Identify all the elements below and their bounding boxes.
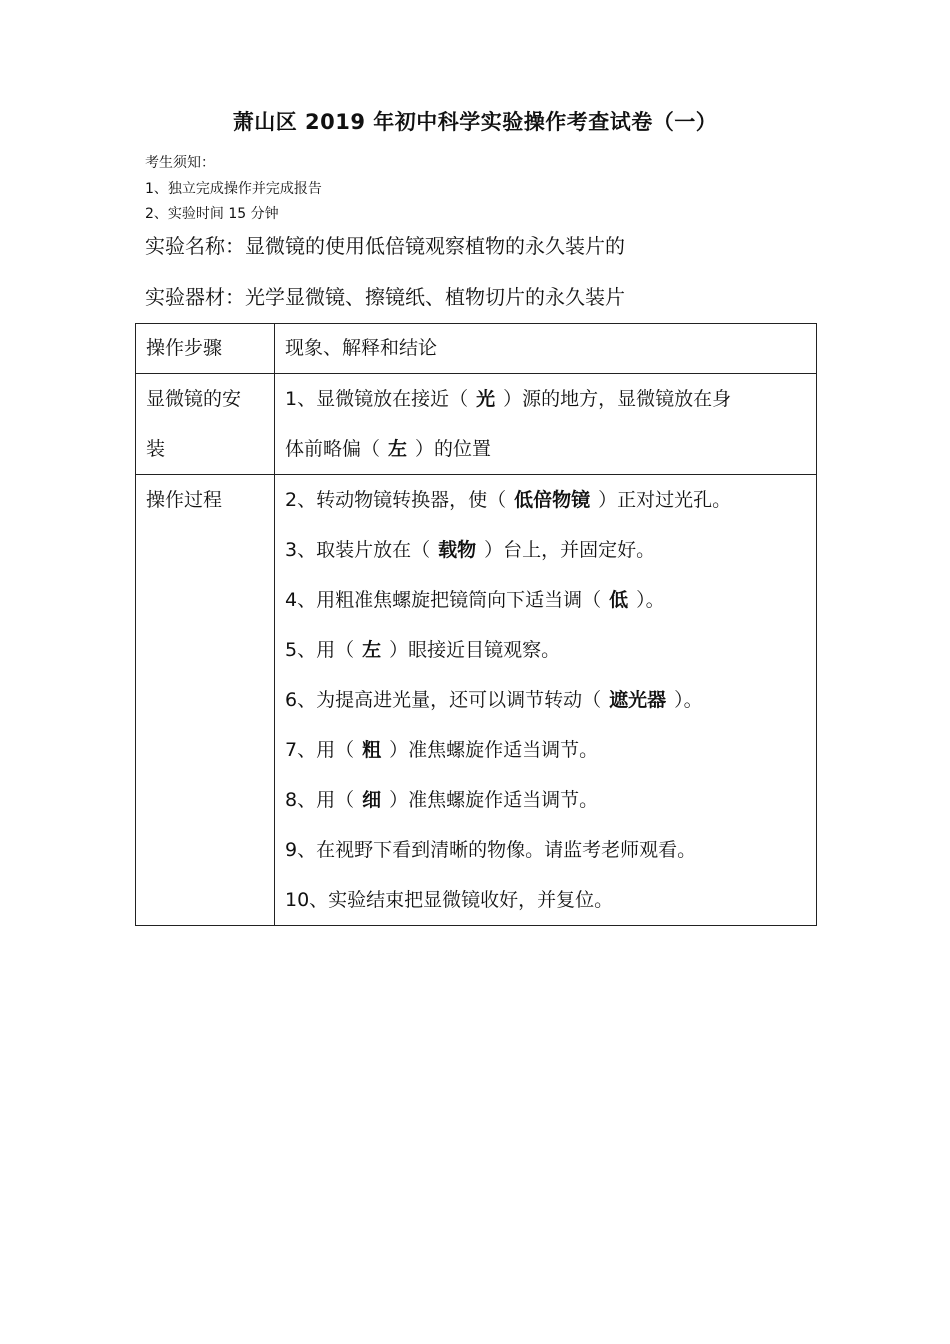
step-label-line-2: 装 — [146, 438, 166, 460]
text-prefix: 8、用（ — [285, 789, 355, 811]
table-row-operation — [136, 475, 817, 926]
text-prefix: 4、用粗准焦螺旋把镜筒向下适当调（ — [285, 589, 602, 611]
answer-stage: 载物 — [438, 539, 477, 561]
answer-objective: 低倍物镜 — [514, 489, 591, 511]
step-7-line — [285, 725, 816, 775]
text-suffix: ）源的地方，显微镜放在身 — [503, 388, 732, 410]
text-prefix: 6、为提高进光量，还可以调节转动（ — [285, 689, 602, 711]
answer-diaphragm: 遮光器 — [609, 689, 667, 711]
text-suffix: ）正对过光孔。 — [598, 489, 732, 511]
procedure-table — [135, 323, 817, 926]
text-suffix: ）的位置 — [415, 438, 492, 460]
text-suffix: ）准焦螺旋作适当调节。 — [389, 739, 599, 761]
answer-fine: 细 — [362, 789, 382, 811]
column-header-results: 现象、解释和结论 — [275, 324, 817, 374]
text-prefix: 1、显微镜放在接近（ — [285, 388, 469, 410]
experiment-materials: 实验器材：光学显微镜、擦镜纸、植物切片的永久装片 — [145, 285, 625, 309]
notice-heading: 考生须知： — [145, 155, 215, 171]
text-suffix: ）。 — [674, 689, 703, 711]
result-line-2 — [285, 424, 816, 474]
result-cell-operation — [275, 475, 817, 926]
text-prefix: 体前略偏（ — [285, 438, 381, 460]
step-9-line: 9、在视野下看到清晰的物像。请监考老师观看。 — [285, 839, 697, 861]
step-2-line — [285, 475, 816, 525]
notice-item-2: 2、实验时间 15 分钟 — [145, 206, 279, 222]
page-title: 萧山区 2019 年初中科学实验操作考查试卷（一） — [232, 110, 718, 134]
text-prefix: 5、用（ — [285, 639, 355, 661]
text-prefix: 3、取装片放在（ — [285, 539, 431, 561]
step-8-line — [285, 775, 816, 825]
step-10-line: 10、实验结束把显微镜收好，并复位。 — [285, 889, 614, 911]
text-prefix: 7、用（ — [285, 739, 355, 761]
step-label-line-1: 显微镜的安 — [146, 388, 242, 410]
step-cell-operation: 操作过程 — [136, 475, 275, 926]
table-row-installation — [136, 374, 817, 475]
answer-light: 光 — [476, 388, 496, 410]
text-prefix: 2、转动物镜转换器，使（ — [285, 489, 507, 511]
step-6-line — [285, 675, 816, 725]
answer-left: 左 — [388, 438, 408, 460]
experiment-name: 实验名称：显微镜的使用低倍镜观察植物的永久装片的 — [145, 234, 625, 258]
answer-low: 低 — [609, 589, 629, 611]
answer-coarse: 粗 — [362, 739, 382, 761]
answer-left-eye: 左 — [362, 639, 382, 661]
column-header-steps: 操作步骤 — [136, 324, 275, 374]
text-suffix: ）眼接近目镜观察。 — [389, 639, 561, 661]
step-cell-installation — [136, 374, 275, 475]
result-cell-installation — [275, 374, 817, 475]
table-header-row — [136, 324, 817, 374]
text-suffix: ）准焦螺旋作适当调节。 — [389, 789, 599, 811]
text-suffix: ）。 — [636, 589, 665, 611]
notice-item-1: 1、独立完成操作并完成报告 — [145, 181, 322, 197]
result-line-1 — [285, 374, 816, 424]
text-suffix: ）台上，并固定好。 — [484, 539, 656, 561]
step-3-line — [285, 525, 816, 575]
step-4-line — [285, 575, 816, 625]
step-5-line — [285, 625, 816, 675]
